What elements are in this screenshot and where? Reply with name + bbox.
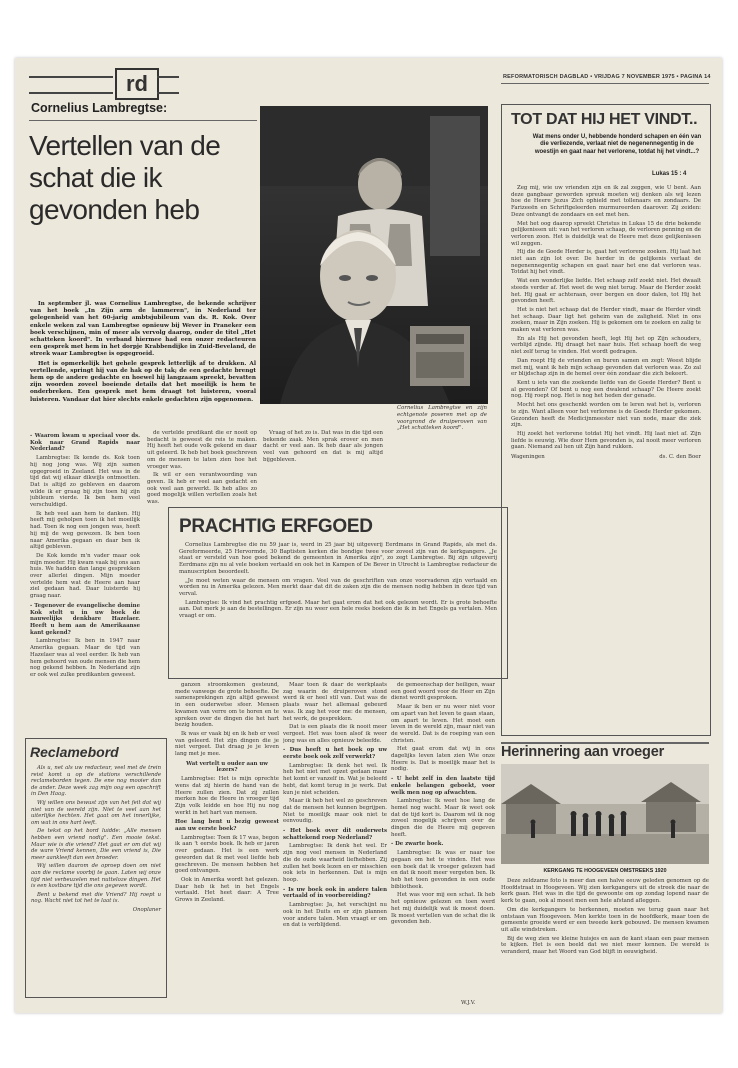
paragraph: Vraag of het zo is. Dat was in die tijd een bekende zaak. Men sprak erover en men dacht er veel aan. Ik heb daar als jongen veel van gehoord en dat is mij altijd bijgebleven. — [263, 430, 383, 463]
paragraph: Lambregtse: Ik vind het prachtig erfgoed. Maar het gaat erom dat het ook gelezen wordt. Er is grote behoefte aan. Dat merk je aan de bestellingen. Er zijn nu weer een hele reeks boeken die ik in het Engels ga vertalen. Men vraagt er om. — [179, 599, 497, 620]
reclamebord-title: Reclamebord — [30, 744, 119, 760]
paragraph: Het gaat erom dat wij in ons dagelijks leven laten zien Wie onze Heere is. Dat is moeilijk maar het is nodig. — [391, 746, 495, 773]
reclamebord-paragraphs — [31, 765, 161, 905]
paragraph: Als u, net als uw redacteur, veel met de trein reist komt u op de stations verschillende reclameborden tegen. De ene nog mooier dan de ander. Deze week zag mijn oog een opschrift in Den Haag. — [31, 765, 161, 798]
bottom-column-1-paragraphs — [175, 682, 279, 758]
paragraph: Lambregtse: Ik was er naar toe gegaan om het te vinden. Het was een boek dat ik vroeger gelezen had en dat ik nooit meer vergeten ben. Ik heb het toen gevonden in een oude bibliotheek. — [391, 850, 495, 890]
paragraph: de gemeenschap der heiligen, waar een goed woord voor de Heer en Zijn dienst wordt gesproken. — [391, 682, 495, 702]
paragraph: Het is niet het schaap dat de Herder vindt, maar de Herder vindt het schaap. Daar ligt het geheim van de zaligheid. Niet in ons zoeken, maar in Zijn zoeken. Hij is gekomen om te zoeken en zalig te maken wat verloren was. — [511, 306, 701, 334]
paragraph: ganzen stroomkomen gesteund, mede vanwege de grote behoefte. De samensprekingen zijn altijd geweest in een ouderwetse sfeer. Mensen kwamen van verre om te horen en te spreken over de dingen die het hart bezig houden. — [175, 682, 279, 729]
newspaper-logo: rd — [115, 68, 159, 100]
paragraph: Wij willen ons bewust zijn van het feit dat wij niet van de wereld zijn. Niet te veel aan het uiterlijke hechten. Het gaat om het innerlijke, om wat in ons hart leeft. — [31, 799, 161, 826]
photo-caption: Cornelius Lambregtse en zijn echtgenote poseren met op de voorgrond de druiperoven van „Het schatteken koord". — [397, 405, 487, 432]
newspaper-page — [15, 58, 722, 1013]
question-5: Hoe lang bent u bezig geweest aan uw eerste boek? — [175, 819, 279, 833]
meditation-title: TOT DAT HIJ HET VINDT.. — [511, 111, 698, 128]
bottom-column-2-paragraphs-d — [283, 902, 387, 929]
question-9: - U hebt zelf in den laatste tijd enkele belangen geboekt, voor welk men nog op afwachten. — [391, 776, 495, 796]
paragraph: Het was voor mij een schat. Ik heb het opnieuw gelezen en toen werd het mij duidelijk wat ik moest doen. Ik moest vertellen van de schat die ik gevonden heb. — [391, 892, 495, 926]
masthead-underline — [501, 83, 709, 84]
lead-paragraph-1: In september jl. was Cornelius Lambregtse, de bekende schrijver van het boek „In Zijn arm de lammeren", in Nederland ter gelegenheid van het 60-jarig ambtsjubileum van ds. R. Kok. Over enkele weken zal van Lambregtse opnieuw bij Wever in Franeker een boek verschijnen, min of meer als vervolg daarop, onder de titel „Het schatteken koord". In verband hiermee had een onzer redacteuren een gesprek met hem in het dorpje Krabbendijke in Zuid-Beveland, de streek waar Lambregtse is opgegroeid. — [30, 301, 256, 358]
article-column-2 — [147, 430, 257, 506]
paragraph: „Je moet weten waar de mensen om vragen. Veel van de geschriften van onze voorvaderen zijn vertaald en worden nu in Amerika gelezen. Men merkt daar dat dit de zaken zijn die de mensen nodig hebben in deze tijd van verval. — [179, 577, 497, 597]
reclamebord-signature: Onoplaner — [132, 906, 161, 913]
meditation-place: Wageningen — [511, 454, 545, 461]
bottom-column-1-paragraphs-b — [175, 776, 279, 816]
column-1-paragraphs — [30, 455, 140, 600]
paragraph: Cornelius Lambregtse die nu 59 jaar is, werd in 25 jaar bij uitgeverij Eerdmans in Grand Rapids, als met ds. Gereformeerde, 25 Hervormde, 30 Baptisten kerken die bondige twee voor zoveel zijn van de kerkgangers. „Je staat er versteld van hoe goed bekend de gemeenten in Amerika zijn", zo zegt Lambregtse. Bij zijn uitgeverij Eerdmans zijn nu al vele boeken vertaald en ook het in Kampen of De Bever in Utrecht is Lambregtse redacteur de manuscripten beoordeelt. — [179, 542, 497, 575]
paragraph: De Kok kende m'n vader maar ook mijn moeder. Hij kwam vaak bij ons aan huis. We hadden dan lange gesprekken over allerlei dingen. Mijn moeder vertelde hem wat de Heere aan haar ziel gedaan had. Daar luisterde hij graag naar. — [30, 552, 140, 600]
page-number: PAGINA 14 — [680, 74, 711, 80]
bottom-column-3-paragraphs-c — [391, 850, 495, 926]
meditation-author: ds. C. den Boer — [659, 454, 701, 461]
question-4: Wat vertelt u ouder aan uw lezers? — [186, 760, 268, 774]
paragraph: Kent u iets van die zoekende liefde van de Goede Herder? Bent u al gevonden? Of bent u nog een dwalend schaap? De Heere zoekt nog. Hij roept nog. Het is nog het heden der genade. — [511, 379, 701, 400]
bottom-column-1 — [175, 682, 279, 1002]
article-lead — [30, 301, 256, 404]
paragraph: Bent u bekend met die Vriend? Hij roept u nog. Wacht niet tot het te laat is. — [31, 891, 161, 905]
paragraph: Om die kerkgangers te herkennen, moeten we terug gaan naar het ontstaan van Hoogeveen. Men kerkte toen in de hoofdkerk, maar toen de gemeente groeide werd er een tweede kerk gebouwd. De mensen kwamen uit alle windstreken. — [501, 906, 709, 933]
issue-date: VRIJDAG 7 NOVEMBER 1975 — [594, 74, 675, 80]
meditation-reference: Lukas 15 : 4 — [652, 171, 687, 177]
question-2: - Tegenover de evangelische domine Kok stelt u in uw boek de nauwelijks denkbare Hazelaer. Heeft u hem aan de Amerikaanse kant gekend? — [30, 602, 140, 636]
question-7: - Het boek over dit ouderwets schattekend roep Nederland? — [283, 828, 387, 841]
paragraph: Maar ik heb het wel zo geschreven dat de mensen het kunnen begrijpen. Niet te moeilijk maar ook niet te eenvoudig. — [283, 798, 387, 825]
meditation-body — [511, 185, 701, 460]
bottom-column-3 — [391, 438, 495, 1002]
paragraph: de vertelde predikant die er nooit op bedacht is geweest de reis te maken. Hij heeft het oude volk gekend en daar uit geleerd. Ik heb het boek geschreven om de mensen te laten zien hoe het vroeger was. — [147, 430, 257, 470]
question-6: - Dus heeft u het boek op uw eerste boek ook zelf verwerkt? — [283, 747, 387, 761]
reclamebord-box — [25, 738, 167, 998]
paragraph: Lambregtse: Ik ben in 1947 naar Amerika gegaan. Maar de tijd van Hazelaer was al veel eerder. Ik heb van hem gehoord van oude mensen die hem nog gekend hebben. In Nederland zijn er ook wel zulke predikanten geweest. — [30, 638, 140, 678]
herinnering-text — [501, 878, 709, 958]
article-kicker: Cornelius Lambregtse: — [31, 101, 168, 115]
kicker-rule — [29, 120, 257, 121]
paragraph: Maar toen ik daar de werkplaats zag waarin de druiperoven stond werd ik er heel stil van. Dat was de plaats waar het allemaal gebeurd was. Ik zag het voor me: de mensen, het werk, de gesprekken. — [283, 682, 387, 722]
column-3-paragraphs — [263, 430, 383, 464]
paragraph: Zeg mij, wie uw vrienden zijn en ik zal zeggen, wie U bent. Aan deze gangbaar geworden spreuk moeten wij denken als wij lezen hoe de Heere Jezus Zich ophield met tollenaars en zondaars. De Farizeeën en Schriftgeleerden murmureerden daarover. Zij zeiden: Deze ontvangt de zondaars en eet met hen. — [511, 185, 701, 218]
paragraph: Lambregtse: Ik denk het wel. Er zijn nog veel mensen in Nederland die de oude waarheid liefhebben. Zij zullen het boek lezen en er misschien ook iets in herkennen. Dat is mijn hoop. — [283, 843, 387, 883]
column-1-paragraphs-b — [30, 638, 140, 678]
question-10: - De zwarte boek. — [391, 841, 444, 848]
paragraph: Lambregtse: Ja, het verschijnt nu ook in het Duits en er zijn plannen voor andere talen. Men vraagt er om en dat is verblijdend. — [283, 902, 387, 929]
bottom-column-2-paragraphs — [283, 682, 387, 744]
article-column-3 — [263, 430, 383, 506]
bottom-column-2-paragraphs-b — [283, 763, 387, 825]
herinnering-title: Herinnering aan vroeger — [501, 744, 665, 760]
masthead-rule-right — [157, 76, 179, 94]
paragraph: Dat is een plaats die ik nooit meer vergeet. Het was toen alsof ik weer jong was en alles opnieuw beleefde. — [283, 724, 387, 744]
paragraph: Hij die de Goede Herder is, gaat het verlorene zoeken. Hij laat het niet aan zijn lot over. De herder in de gelijkenis verlaat de negenennegentig schapen en gaat naar het ene dat verloren was. Totdat hij het vindt. — [511, 249, 701, 276]
paragraph: Hij zoekt het verlorene totdat Hij het vindt. Hij laat niet af. Zijn liefde is eeuwig. Wie door Hem gevonden is, zal nooit meer verloren gaan. Niemand zal hen uit Zijn hand rukken. — [511, 430, 701, 451]
bottom-column-3-paragraphs — [391, 682, 495, 773]
paragraph: Bij de weg zien we kleine huisjes en aan de kant staan een paar mensen te kijken. Het is een beeld dat we niet meer kennen. De wereld is veranderd, maar het Woord van God blijft in eeuwigheid. — [501, 935, 709, 956]
column-3-spacer — [391, 438, 495, 682]
masthead-rule — [29, 76, 113, 94]
reclamebord-text — [31, 765, 161, 913]
paragraph: Lambregtse: Toen ik 17 was, begon ik aan 't eerste boek. Ik heb er jaren over gedaan. Het is een werk geworden dat ik met veel liefde heb geschreven. De mensen hebben het goed ontvangen. — [175, 834, 279, 875]
meditation-paragraphs — [511, 185, 701, 451]
bottom-column-2 — [283, 682, 387, 1002]
street-photo-image — [501, 764, 709, 864]
paragraph: De tekst op het bord luidde: „Alle mensen hebben een vriend nodig". Een mooie tekst. Maar wie is die vriend? Het gaat er om dat wij de ware Vriend kennen, Die een vriend is, Die meer aankleeft dan een broeder. — [31, 828, 161, 861]
article-headline: Vertellen van de schat die ik gevonden heb — [29, 130, 221, 225]
box-title: PRACHTIG ERFGOED — [179, 516, 373, 537]
paragraph: Maar ik ben er nu weer niet voor om apart van het leven te gaan staan, om apart te leven. Het moet een leven in de wereld zijn, maar niet van de wereld. Dat is de roeping van een christen. — [391, 704, 495, 744]
paragraph: Lambregtse: Het is mijn oprechte wens dat zij hierin de hand van de Heere zullen zien. Dat zij zullen merken hoe de Heere in vroeger tijd Zijn volk leidde en hoe Hij nu nog werkt in het hart van mensen. — [175, 776, 279, 816]
paragraph: Lambregtse: Ik weet hoe lang de hemel nog wacht. Maar ik weet ook dat de tijd kort is. Daarom wil ik nog zoveel mogelijk schrijven over de dingen die de Heere mij gegeven heeft. — [391, 798, 495, 838]
question-1: - Waarom kwam u speciaal voor ds. Kok naar Grand Rapids naar Nederland? — [30, 433, 140, 453]
paragraph: Met het oog daarop spreekt Christus in Lukas 15 de drie bekende gelijkenissen uit: van het verloren schaap, de verloren penning en de verloren zoon. Het is duidelijk wat de Heere met deze gelijkenissen wil zeggen. — [511, 220, 701, 247]
column-2-paragraphs — [147, 430, 257, 506]
author-initials: W.J.V. — [461, 1000, 476, 1006]
paragraph: Lambregtse: Ik denk het wel. Ik heb het niet met opzet gedaan maar het komt er vanzelf in. Wat je beleefd hebt, dat komt terug in je werk. Dat kun je niet scheiden. — [283, 762, 387, 796]
paragraph: Ik heb veel aan hem te danken. Hij heeft mij geholpen toen ik het moeilijk had. Toen ik nog een jongen was, heeft hij mij de weg gewezen. Ik ben toen naar Amerika gegaan en daar ben ik altijd gebleven. — [30, 510, 140, 551]
bottom-column-1-paragraphs-c — [175, 835, 279, 904]
paragraph: Wij willen daarom de oproep doen om niet aan die reclame voorbij te gaan. Laten wij onze tijd niet verbeuzelen met nutteloze dingen. Het is een kostbare tijd die ons gegeven wordt. — [31, 863, 161, 890]
paragraph: Dan roept Hij de vrienden en buren samen en zegt: Weest blijde met mij, want ik heb mijn schaap gevonden dat verloren was. Zo zal er blijdschap zijn in de hemel over één zondaar die zich bekeert. — [511, 357, 701, 378]
paragraph: Mocht het ons geschenkt worden om te leren wat het is, verloren te zijn. Want alleen voor het verlorene is de Goede Herder gekomen. Gezonden heeft de Medicijnmeester niet van node, maar die ziek zijn. — [511, 402, 701, 429]
meditation-signature — [511, 454, 701, 460]
paragraph: Ik was er vaak bij en ik heb er veel van geleerd. Het zijn dingen die je niet vergeet. Dat draag je je leven lang met je mee. — [175, 730, 279, 758]
question-8: - Is uw boek ook in andere talen vertaald of in voorbereiding? — [283, 886, 387, 900]
lead-paragraph-2: Het is opmerkelijk het gehele gesprek letterlijk af te drukken. Al vertellende, springt hij van de hak op de tak; de een gedachte brengt hem op de andere gedachte en hoewel hij langzaam spreekt, bevatten zijn woorden zoveel boeiende details dat het moeilijk is hem te onderbreken. Een gesprek met hem draagt tot luisteren, vooral luisteren. Vandaar dat hier slechts enkele gedachten zijn opgenomen. — [30, 360, 256, 403]
meditation-box — [501, 104, 711, 736]
meditation-intro: Wat mens onder U, hebbende honderd schapen en één van die verliezende, verlaat niet de negenennegentig in de woestijn en gaat naar het verlorene, totdat hij het vindt...? — [532, 134, 702, 155]
paper-name: REFORMATORISCH DAGBLAD — [503, 74, 589, 80]
bottom-column-3-paragraphs-b — [391, 798, 495, 838]
couple-photo-image — [260, 106, 488, 404]
paragraph: Ook in Amerika wordt het gelezen. Daar heb ik het in het Engels vertaald. Het heet daar: A Tree Grows in Zeeland. — [175, 876, 279, 904]
lambregtse-photo — [260, 106, 488, 404]
paragraph: En als Hij het gevonden heeft, legt Hij het op Zijn schouders, verblijd zijnde. Hij draagt het naar huis. Het schaap hoeft de weg niet zelf terug te vinden. Het wordt gedragen. — [511, 335, 701, 356]
paragraph: Ik wil er een verantwoording van geven. Ik heb er veel aan gedacht en ook veel aan gewerkt. Ik heb alles zo goed mogelijk willen vertellen zoals het was. — [147, 472, 257, 506]
paragraph: Wat een wonderlijke liefde. Het schaap zelf zoekt niet. Het dwaalt steeds verder af. Het weet de weg niet terug. Maar de Herder zoekt het. Hij gaat er achteraan, over bergen en door dalen, tot Hij het gevonden heeft. — [511, 278, 701, 305]
paragraph: Lambregtse: Ik kende ds. Kok toen hij nog jong was. Wij zijn samen opgegroeid in Zeeland. Het was in de tijd dat wij elkaar dikwijls ontmoetten. Dat is altijd zo gebleven en daarom wilde ik er graag bij zijn toen hij zijn jubileum vierde. Ik ben hem veel verschuldigd. — [30, 455, 140, 509]
paragraph: Deze zeldzame foto is meer dan een halve eeuw geleden genomen op de Hoofdstraat in Hoogeveen. Wij zien kerkgangers uit de streek die naar de kerk gaan. Het was in die tijd de gewoonte om op zondag lopend naar de kerk te gaan, ook al moest men een hele afstand afleggen. — [501, 878, 709, 905]
masthead-line: REFORMATORISCH DAGBLAD • VRIJDAG 7 NOVEMBER 1975 • PAGINA 14 — [503, 74, 711, 80]
hoogeveen-photo — [501, 764, 709, 864]
bottom-column-2-paragraphs-c — [283, 843, 387, 883]
herinnering-photo-caption: KERKGANG TE HOOGEVEEN OMSTREEKS 1920 — [543, 868, 667, 874]
